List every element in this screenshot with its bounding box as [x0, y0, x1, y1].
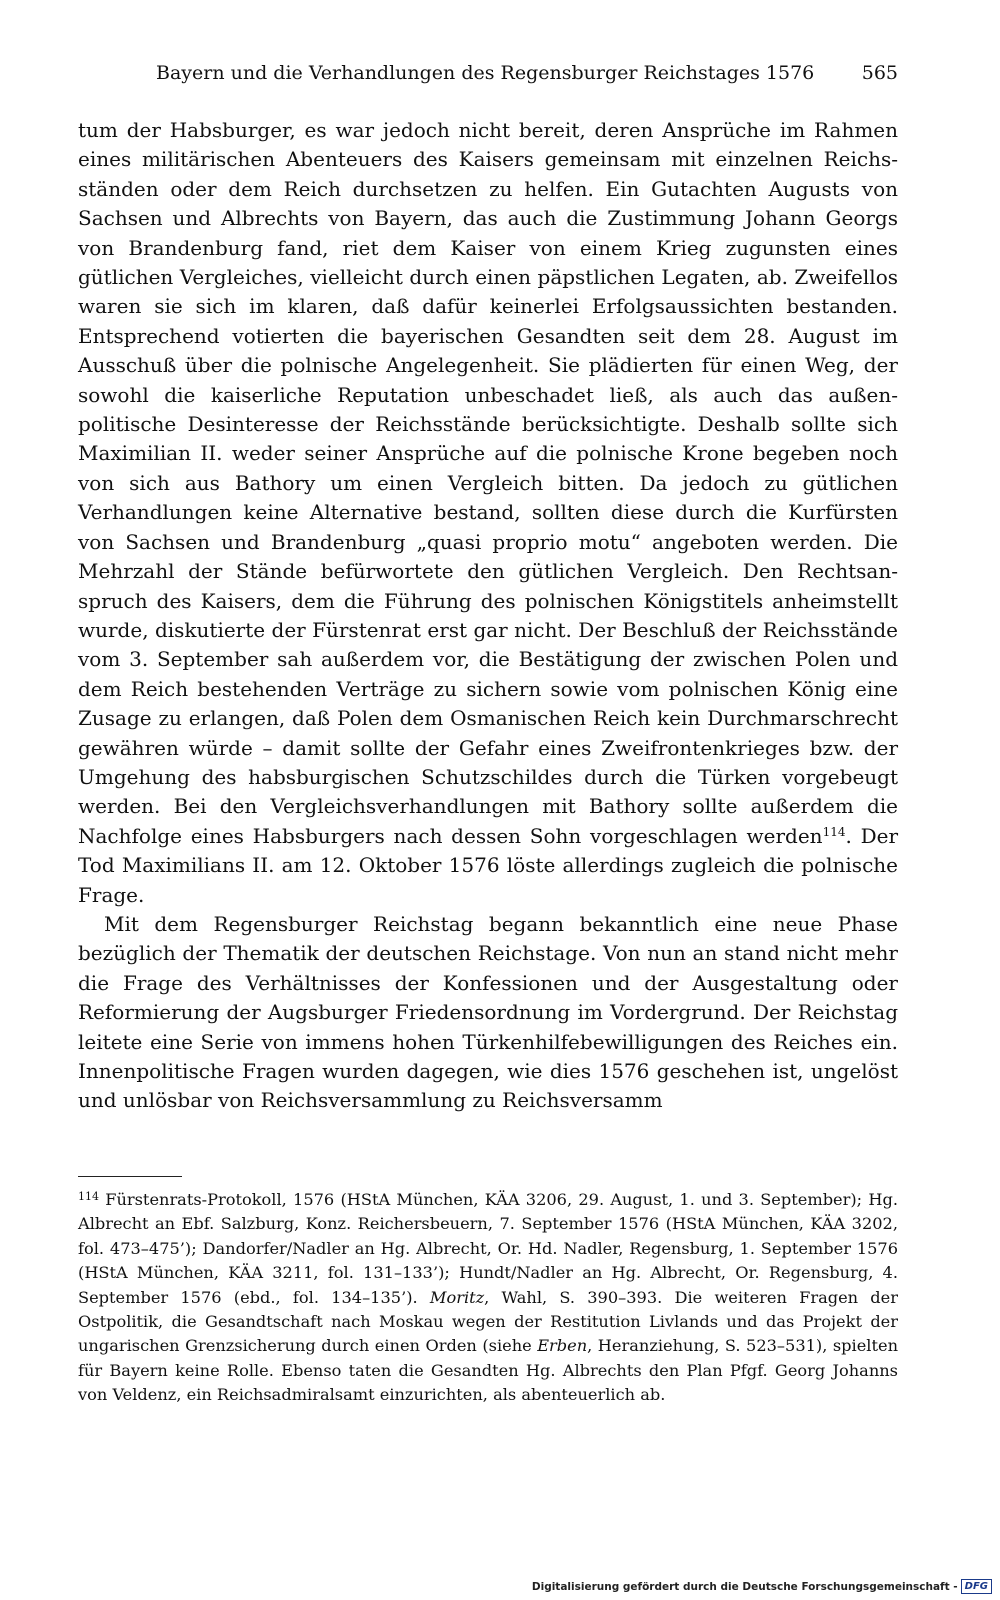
dfg-logo: DFG	[961, 1579, 992, 1594]
page-number: 565	[861, 62, 898, 84]
paragraph: Mit dem Regensburger Reichstag begann bekanntlich eine neue Phase bezüglich der Thematik der deutschen Reichstage. Von nun an stand nicht mehr die Frage des Verhältnisses der Konfessionen und der Ausgestaltung oder Reformierung der Augsburger Friedensordnung im Vordergrund. Der Reichstag leitete eine Serie von immens hohen Türkenhilfebewilligungen des Reiches ein. Innenpolitische Fragen wurden dagegen, wie dies 1576 geschehen ist, ungelöst und unlösbar von Reichsversammlung zu Reichsversamm	[78, 911, 898, 1113]
footnote-number: 114	[78, 1190, 99, 1203]
paragraph-text: . Der Tod Maximilians II. am 12. Oktober 1576 löste allerdings zugleich die polnische Frage.	[78, 823, 898, 907]
footnote-text: , Heranziehung, S. 523–531), spielten für Bayern keine Rolle. Ebenso taten die Gesandten Hg. Albrechts den Plan Pfgf. Georg Johanns von Veldenz, ein Reichsadmiralsamt einzurichten, als abenteuerlich ab.	[78, 1336, 898, 1405]
paragraph	[78, 116, 898, 910]
footnote	[78, 1188, 898, 1408]
footnote-author: Moritz	[429, 1287, 485, 1307]
main-text	[78, 116, 898, 1116]
running-head	[78, 58, 898, 88]
digitization-notice-text: Digitalisierung gefördert durch die Deutsche Forschungsgemeinschaft -	[531, 1580, 958, 1593]
footnote-reference[interactable]: 114	[822, 824, 846, 839]
paragraph-text: tum der Habsburger, es war jedoch nicht bereit, deren Ansprüche im Rahmen eines militärischen Abenteuers des Kaisers gemeinsam mit einzelnen Reichsständen oder dem Reich durchsetzen zu helfen. Ein Gutachten Augusts von Sachsen und Albrechts von Bayern, das auch die Zustimmung Johann Georgs von Brandenburg fand, riet dem Kaiser von einem Krieg zugunsten eines gütlichen Vergleiches, vielleicht durch einen päpstlichen Legaten, ab. Zweifellos waren sie sich im klaren, daß dafür keinerlei Erfolgsaussichten bestanden. Entsprechend votierten die bayerischen Gesandten seit dem 28. August im Ausschuß über die polnische Angelegenheit. Sie plädierten für einen Weg, der sowohl die kaiserliche Reputation unbeschadet ließ, als auch das außenpolitische Desinteresse der Reichsstände berücksichtigte. Deshalb sollte sich Maximilian II. weder seiner Ansprüche auf die polnische Krone begeben noch von sich aus Bathory um einen Vergleich bitten. Da jedoch zu gütlichen Verhandlungen keine Alternative bestand, sollten diese durch die Kurfürsten von Sachsen und Brandenburg „quasi proprio motu“ angeboten werden. Die Mehrzahl der Stände befürwortete den gütlichen Vergleich. Den Rechtsanspruch des Kaisers, dem die Führung des polnischen Königstitels anheimstellt wurde, diskutierte der Fürstenrat erst gar nicht. Der Beschluß der Reichsstände vom 3. September sah außerdem vor, die Bestätigung der zwischen Polen und dem Reich bestehenden Verträge zu sichern sowie vom polnischen König eine Zusage zu erlangen, daß Polen dem Osmanischen Reich kein Durchmarschrecht gewähren würde – damit sollte der Gefahr eines Zweifrontenkrieges bzw. der Umgehung des habsburgischen Schutzschildes durch die Türken vorgebeugt werden. Bei den Vergleichsverhandlungen mit Bathory sollte außerdem die Nachfolge eines Habsburgers nach dessen Sohn vorgeschlagen werden	[78, 118, 898, 848]
footnote-text: , Wahl, S. 390–393. Die weiteren Fragen der Ostpolitik, die Gesandtschaft nach Moskau wegen der Restitution Livlands und das Projekt der ungarischen Grenzsicherung durch einen Orden (siehe	[78, 1287, 898, 1356]
digitization-notice	[532, 1579, 992, 1594]
footnote-divider	[78, 1176, 182, 1177]
running-title: Bayern und die Verhandlungen des Regensburger Reichstages 1576	[156, 62, 815, 84]
footnote-text: Fürstenrats-Protokoll, 1576 (HStA München, KÄA 3206, 29. August, 1. und 3. September); Hg. Albrecht an Ebf. Salzburg, Konz. Reichersbeuern, 7. September 1576 (HStA München, KÄA 3202, fol. 473–475’); Dandorfer/Nadler an Hg. Albrecht, Or. Hd. Nadler, Regensburg, 1. September 1576 (HStA München, KÄA 3211, fol. 131–133’); Hundt/Nadler an Hg. Albrecht, Or. Regensburg, 4. September 1576 (ebd., fol. 134–135’).	[78, 1190, 898, 1307]
footnote-author: Erben	[537, 1336, 588, 1356]
